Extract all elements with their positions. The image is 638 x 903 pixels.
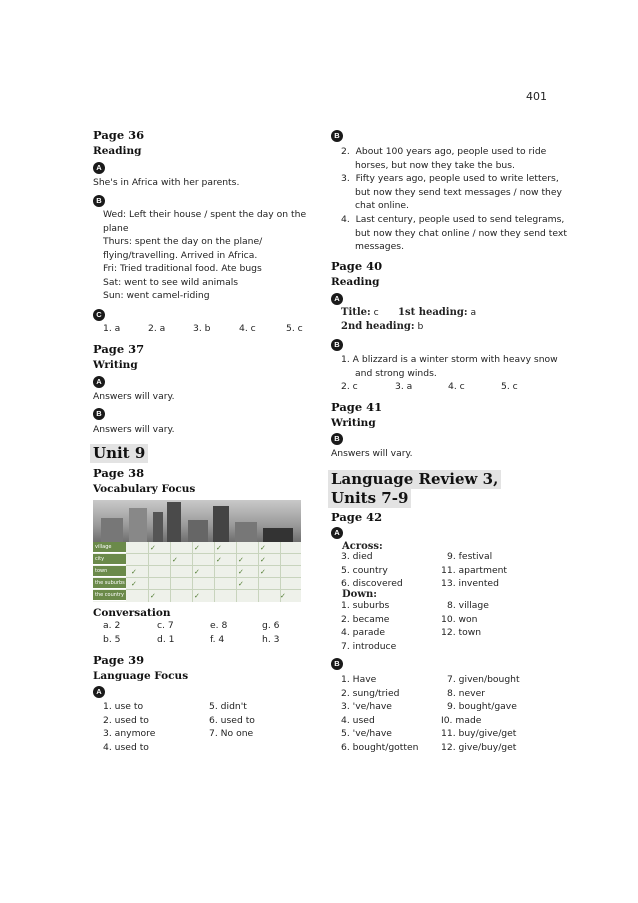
check-icon: ✓ (238, 580, 244, 588)
answer-text: She's in Africa with her parents. (93, 177, 240, 188)
first-heading-answer (398, 307, 476, 318)
check-icon: ✓ (172, 556, 178, 564)
list-item: 4. used (341, 714, 375, 726)
answer-text: Answers will vary. (93, 391, 175, 402)
grid-label: the suburbs (93, 578, 126, 589)
list-item: 12. town (441, 627, 482, 638)
list-item: 10. won (441, 613, 478, 625)
answer-c5: 5. c (286, 323, 303, 334)
across-right-list (441, 550, 507, 591)
first-heading-value: a (470, 307, 477, 318)
page-36-title: Page 36 (93, 128, 145, 142)
check-icon: ✓ (216, 556, 222, 564)
badge-b: B (331, 130, 343, 142)
down-right-list (441, 599, 489, 640)
list-item: 9. festival (447, 551, 493, 562)
language-review-heading: Language Review 3, (328, 470, 501, 489)
diary-line: Sat: went to see wild animals (103, 276, 239, 288)
first-heading-label: 1st heading: (398, 307, 468, 318)
list-item: 7. introduce (341, 640, 397, 652)
check-icon: ✓ (238, 556, 244, 564)
answer-c4: 4. c (239, 323, 256, 334)
check-icon: ✓ (260, 544, 266, 552)
item-number: 2. (341, 146, 350, 157)
reading-heading: Reading (331, 276, 380, 288)
badge-a: A (93, 376, 105, 388)
vocab-photo-strip (93, 500, 301, 542)
diary-line: Wed: Left their house / spent the day on the (103, 209, 307, 220)
answer-item (341, 172, 562, 213)
answer-item (341, 353, 558, 380)
answer-item (341, 213, 567, 254)
title-answer (341, 307, 379, 318)
list-item: 3. anymore (103, 728, 156, 739)
conv-answer: a. 2 (103, 620, 121, 631)
check-icon: ✓ (131, 580, 137, 588)
second-heading-label: 2nd heading: (341, 321, 415, 332)
list-item: 11. apartment (441, 564, 508, 576)
item-text: messages. (355, 241, 404, 252)
list-item: 6. bought/gotten (341, 741, 419, 753)
answer-c3: 3. b (193, 323, 211, 334)
item-text: Last century, people used to send telegrams, (355, 214, 565, 225)
badge-b: B (93, 408, 105, 420)
list-item: 1. use to (103, 701, 144, 712)
answer-b4: 4. c (448, 381, 465, 392)
badge-a: A (93, 162, 105, 174)
badge-b: B (331, 433, 343, 445)
title-value: c (373, 307, 379, 318)
check-icon: ✓ (131, 568, 137, 576)
list-item: 3. died (341, 551, 373, 562)
item-text: Fifty years ago, people used to write letters, (355, 173, 559, 184)
language-review-units: Units 7-9 (328, 489, 411, 508)
badge-a: A (331, 293, 343, 305)
badge-a: A (93, 686, 105, 698)
list-item: 8. never (447, 687, 486, 699)
vocab-checklist-grid (93, 542, 301, 602)
diary-line: Thurs: spent the day on the plane/ (103, 236, 263, 247)
conv-answer: e. 8 (210, 620, 228, 631)
item-text: and strong winds. (355, 367, 437, 379)
b-left-list (341, 673, 418, 754)
list-item: 4. parade (341, 627, 386, 638)
conv-answer: g. 6 (262, 620, 280, 631)
writing-heading: Writing (93, 359, 138, 371)
title-label: Title: (341, 307, 371, 318)
conv-answer: b. 5 (103, 634, 121, 645)
check-icon: ✓ (194, 544, 200, 552)
page-number: 401 (526, 90, 547, 103)
conversation-heading: Conversation (93, 607, 171, 619)
item-number: 3. (341, 173, 350, 184)
check-icon: ✓ (194, 568, 200, 576)
check-icon: ✓ (280, 592, 286, 600)
list-item: 7. given/bought (447, 674, 520, 685)
list-item: 5. didn't (209, 701, 247, 712)
second-heading-value: b (417, 321, 424, 332)
list-item: 2. sung/tried (341, 687, 400, 699)
page-38-title: Page 38 (93, 466, 145, 480)
page-39-title: Page 39 (93, 653, 145, 667)
vocabulary-focus-heading: Vocabulary Focus (93, 483, 196, 495)
conv-answer: f. 4 (210, 634, 225, 645)
page-37-title: Page 37 (93, 342, 145, 356)
list-item: 7. No one (209, 728, 254, 739)
badge-b: B (331, 339, 343, 351)
badge-a: A (331, 527, 343, 539)
list-item: 6. used to (209, 714, 255, 726)
list-item: 3. 've/have (341, 701, 392, 712)
reading-heading: Reading (93, 145, 142, 157)
item-text: chat online. (355, 200, 409, 211)
list-item: 4. used to (103, 741, 149, 753)
badge-b: B (93, 195, 105, 207)
item-text: horses, but now they take the bus. (355, 159, 515, 171)
list-item: 12. give/buy/get (441, 741, 517, 753)
list-item: 2. used to (103, 714, 149, 726)
down-left-list (341, 599, 396, 653)
badge-c: C (93, 309, 105, 321)
conv-answer: h. 3 (262, 634, 280, 645)
diary-line: flying/travelling. Arrived in Africa. (103, 249, 258, 261)
vocabulary-chart-image (93, 500, 301, 602)
page-41-title: Page 41 (331, 400, 383, 414)
list-item: 5. country (341, 564, 388, 576)
grid-label: town (93, 566, 126, 577)
grid-label: city (93, 554, 126, 565)
language-focus-heading: Language Focus (93, 670, 189, 682)
item-text: but now they chat online / now they send text (355, 227, 567, 239)
list-item: 2. became (341, 613, 390, 625)
check-icon: ✓ (150, 592, 156, 600)
check-icon: ✓ (194, 592, 200, 600)
grid-label: the country (93, 590, 126, 601)
conv-answer: c. 7 (157, 620, 174, 631)
list-item: 8. village (447, 600, 489, 611)
second-heading-answer (341, 321, 423, 332)
badge-b: B (331, 658, 343, 670)
item-number: 4. (341, 214, 350, 225)
list-item: 6. discovered (341, 578, 403, 589)
list-item: 1. Have (341, 674, 377, 685)
conv-answer: d. 1 (157, 634, 175, 645)
item-text: 1. A blizzard is a winter storm with heavy snow (341, 354, 558, 365)
answer-list (209, 700, 255, 741)
answer-item (341, 145, 546, 172)
check-icon: ✓ (260, 568, 266, 576)
answer-b3: 3. a (395, 381, 413, 392)
check-icon: ✓ (238, 568, 244, 576)
grid-label: village (93, 542, 126, 553)
list-item: 11. buy/give/get (441, 728, 517, 739)
down-heading: Down: (342, 589, 377, 600)
page-40-title: Page 40 (331, 259, 383, 273)
answer-b5: 5. c (501, 381, 518, 392)
answer-c1: 1. a (103, 323, 121, 334)
answer-b2: 2. c (341, 381, 358, 392)
check-icon: ✓ (260, 556, 266, 564)
item-text: but now they send text messages / now they (355, 186, 562, 198)
unit-9-heading: Unit 9 (90, 444, 148, 463)
list-item: I0. made (441, 714, 482, 726)
writing-heading: Writing (331, 417, 376, 429)
diary-list (103, 208, 306, 303)
list-item: 1. suburbs (341, 600, 390, 611)
diary-line: Fri: Tried traditional food. Ate bugs (103, 263, 262, 274)
page-42-title: Page 42 (331, 510, 383, 524)
item-text: About 100 years ago, people used to ride (355, 146, 547, 157)
answer-c2: 2. a (148, 323, 166, 334)
list-item: 13. invented (441, 578, 499, 589)
answer-text: Answers will vary. (331, 448, 413, 459)
across-heading: Across: (342, 541, 383, 552)
check-icon: ✓ (216, 544, 222, 552)
diary-line: Sun: went camel-riding (103, 290, 210, 301)
list-item: 5. 've/have (341, 728, 392, 739)
b-right-list (441, 673, 520, 754)
answer-list (103, 700, 155, 754)
answer-text: Answers will vary. (93, 424, 175, 435)
across-left-list (341, 550, 403, 591)
diary-line: plane (103, 222, 129, 234)
list-item: 9. bought/gave (447, 701, 517, 712)
check-icon: ✓ (150, 544, 156, 552)
